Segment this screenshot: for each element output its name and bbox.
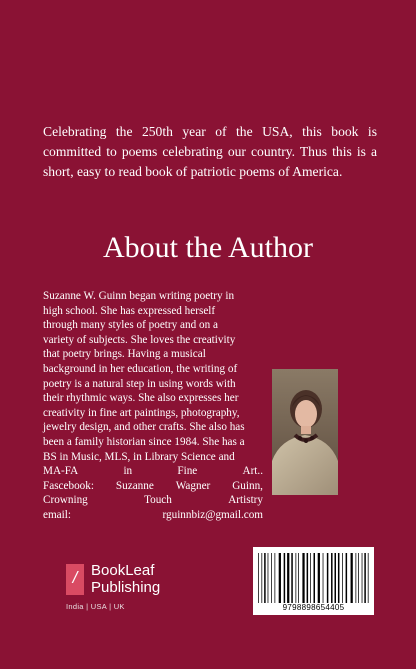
bio-line: their rhythmic ways. She also expresses her bbox=[43, 392, 239, 405]
barcode-bar bbox=[310, 553, 311, 603]
bio-line: variety of subjects. She loves the creativity bbox=[43, 333, 236, 346]
barcode-bar bbox=[268, 553, 269, 603]
bio-word: Guinn, bbox=[232, 479, 263, 492]
publisher-mark-icon bbox=[66, 564, 84, 595]
barcode-bar bbox=[327, 553, 329, 603]
barcode-bar bbox=[284, 553, 286, 603]
barcode-bar bbox=[323, 553, 324, 603]
bio-crowning-line bbox=[43, 493, 263, 508]
bio-line: poetry is a natural step in using words with bbox=[43, 377, 236, 390]
bio-line: been a family historian since 1984. She has a bbox=[43, 435, 245, 448]
barcode-bar bbox=[342, 553, 343, 603]
barcode-bar bbox=[362, 553, 363, 603]
barcode-bar bbox=[318, 553, 320, 603]
barcode-bar bbox=[258, 553, 259, 603]
barcode-bar bbox=[338, 553, 340, 603]
author-bio bbox=[43, 289, 263, 523]
publisher-logo bbox=[66, 564, 186, 616]
barcode-number: 9798898654405 bbox=[282, 603, 345, 612]
bio-word: email: bbox=[43, 508, 71, 521]
bio-word: Touch bbox=[144, 494, 172, 507]
bio-line: that poetry brings. Having a musical bbox=[43, 348, 206, 361]
barcode-bar bbox=[296, 553, 297, 603]
barcode-bar bbox=[351, 553, 353, 603]
publisher-name-line1: BookLeaf bbox=[91, 562, 155, 579]
bio-line: high school. She has expressed herself bbox=[43, 304, 216, 317]
bio-facebook-line bbox=[43, 479, 263, 494]
bio-mfa-line bbox=[43, 464, 263, 479]
bio-word: Artistry bbox=[228, 494, 263, 507]
barcode-bar bbox=[331, 553, 333, 603]
bio-line: BS in Music, MLS, in Library Science and bbox=[43, 450, 235, 463]
barcode-bar bbox=[298, 553, 299, 603]
bio-line: through many styles of poetry and on a bbox=[43, 319, 218, 332]
isbn-barcode bbox=[253, 547, 374, 615]
barcode-bar bbox=[368, 553, 369, 603]
bio-word: Fine bbox=[177, 465, 198, 478]
barcode-bar bbox=[264, 553, 266, 603]
author-portrait-icon bbox=[272, 369, 338, 495]
bio-word: Fascebook: bbox=[43, 479, 94, 492]
barcode-bar bbox=[346, 553, 348, 603]
bio-line: Suzanne W. Guinn began writing poetry in bbox=[43, 290, 235, 302]
barcode-bar bbox=[358, 553, 359, 603]
barcode-bar bbox=[275, 553, 276, 603]
book-blurb: Celebrating the 250th year of the USA, this book is committed to poems celebrating our country. Thus this is a short, easy to read book of patriotic poems of America. bbox=[43, 124, 377, 179]
bio-word: Art.. bbox=[242, 465, 263, 478]
barcode-bar bbox=[335, 553, 337, 603]
publisher-regions: India | USA | UK bbox=[66, 602, 125, 611]
barcode-bar bbox=[287, 553, 289, 603]
about-author-heading: About the Author bbox=[103, 231, 313, 264]
bio-word: Suzanne bbox=[115, 479, 154, 492]
bio-line: jewelry design, and other crafts. She also has bbox=[43, 421, 245, 434]
barcode-icon bbox=[253, 551, 374, 607]
bio-email-line bbox=[43, 508, 263, 523]
barcode-bar bbox=[291, 553, 293, 603]
barcode-bar bbox=[307, 553, 309, 603]
bio-word: Crowning bbox=[43, 494, 88, 507]
barcode-bar bbox=[261, 553, 262, 603]
barcode-bar bbox=[279, 553, 281, 603]
barcode-bar bbox=[271, 553, 272, 603]
bio-word: in bbox=[123, 465, 133, 478]
author-email: rguinnbiz@gmail.com bbox=[162, 508, 263, 521]
author-photo bbox=[272, 369, 338, 495]
bio-word: Wagner bbox=[175, 479, 211, 492]
barcode-bar bbox=[356, 553, 357, 603]
bio-line: background in her education, the writing of bbox=[43, 362, 238, 375]
publisher-name bbox=[91, 562, 160, 596]
barcode-bar bbox=[364, 553, 366, 603]
publisher-name-line2: Publishing bbox=[91, 579, 161, 596]
bio-line: creativity in fine art paintings, photography, bbox=[43, 406, 240, 419]
barcode-bar bbox=[314, 553, 316, 603]
bio-word: MA-FA bbox=[43, 465, 79, 478]
publisher-mark-glyph: / bbox=[72, 568, 78, 587]
barcode-bar bbox=[302, 553, 304, 603]
